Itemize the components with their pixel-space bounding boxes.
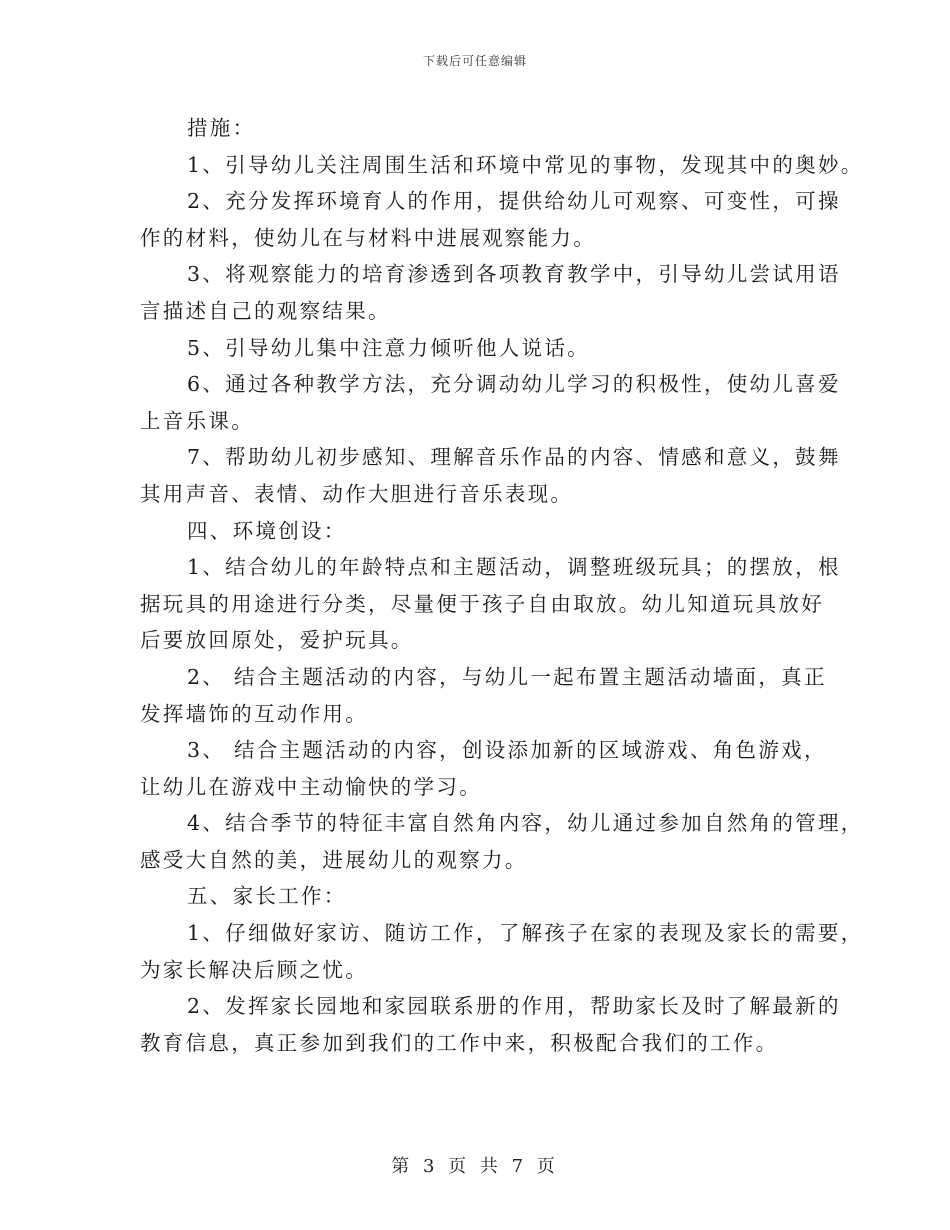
text-line: 为家长解决后顾之忧。: [140, 957, 368, 982]
text-line: 教育信息，真正参加到我们的工作中来，积极配合我们的工作。: [140, 1030, 779, 1055]
text-line: 感受大自然的美，进展幼儿的观察力。: [140, 847, 528, 872]
paragraph: [140, 439, 841, 512]
page-header: 下载后可任意编辑: [422, 54, 527, 68]
text-line: 据玩具的用途进行分类，尽量便于孩子自由取放。幼儿知道玩具放好: [140, 591, 824, 616]
text-line: 发挥墙饰的互动作用。: [140, 701, 368, 726]
paragraph: [140, 549, 841, 659]
text-line: 1、仔细做好家访、随访工作，了解孩子在家的表现及家长的需要，: [187, 921, 864, 946]
section-heading: [140, 878, 820, 915]
text-line: 后要放回原处，爱护玩具。: [140, 628, 414, 653]
paragraph: [140, 110, 820, 147]
text-line: 2、充分发挥环境育人的作用，提供给幼儿可观察、可变性，可操: [187, 189, 841, 214]
text-line: 1、引导幼儿关注周围生活和环境中常见的事物，发现其中的奥妙。: [187, 152, 864, 177]
paragraph: [140, 915, 864, 988]
text-line: 1、结合幼儿的年龄特点和主题活动，调整班级玩具；的摆放，根: [187, 555, 841, 580]
text-line: 其用声音、表情、动作大胆进行音乐表现。: [140, 481, 574, 506]
text-line: 让幼儿在游戏中主动愉快的学习。: [140, 774, 482, 799]
text-line: 5、引导幼儿集中注意力倾听他人说话。: [187, 335, 590, 360]
paragraph: [140, 147, 864, 184]
page-number-footer: 第 3 页 共 7 页: [391, 1156, 559, 1177]
document-body: [140, 110, 864, 1061]
text-line: 作的材料，使幼儿在与材料中进展观察能力。: [140, 225, 596, 250]
paragraph: [140, 183, 841, 256]
paragraph: [140, 330, 820, 367]
paragraph: [140, 256, 841, 329]
paragraph: [140, 805, 864, 878]
text-line: 3、 结合主题活动的内容，创设添加新的区域游戏、角色游戏，: [187, 738, 827, 763]
text-line: 措施：: [187, 116, 256, 140]
text-line: 2、发挥家长园地和家园联系册的作用，帮助家长及时了解最新的: [187, 994, 841, 1019]
paragraph: [140, 366, 841, 439]
section-heading: [140, 513, 820, 550]
paragraph: [140, 659, 827, 732]
text-line: 6、通过各种教学方法，充分调动幼儿学习的积极性，使幼儿喜爱: [187, 372, 841, 397]
text-line: 言描述自己的观察结果。: [140, 298, 391, 323]
text-line: 7、帮助幼儿初步感知、理解音乐作品的内容、情感和意义，鼓舞: [187, 445, 841, 470]
text-line: 3、将观察能力的培育渗透到各项教育教学中，引导幼儿尝试用语: [187, 262, 841, 287]
paragraph: [140, 988, 841, 1061]
text-line: 四、环境创设：: [187, 518, 347, 543]
text-line: 2、 结合主题活动的内容，与幼儿一起布置主题活动墙面，真正: [187, 664, 827, 689]
paragraph: [140, 732, 827, 805]
text-line: 五、家长工作：: [187, 884, 347, 909]
text-line: 上音乐课。: [140, 408, 254, 433]
text-line: 4、结合季节的特征丰富自然角内容，幼儿通过参加自然角的管理，: [187, 811, 864, 836]
